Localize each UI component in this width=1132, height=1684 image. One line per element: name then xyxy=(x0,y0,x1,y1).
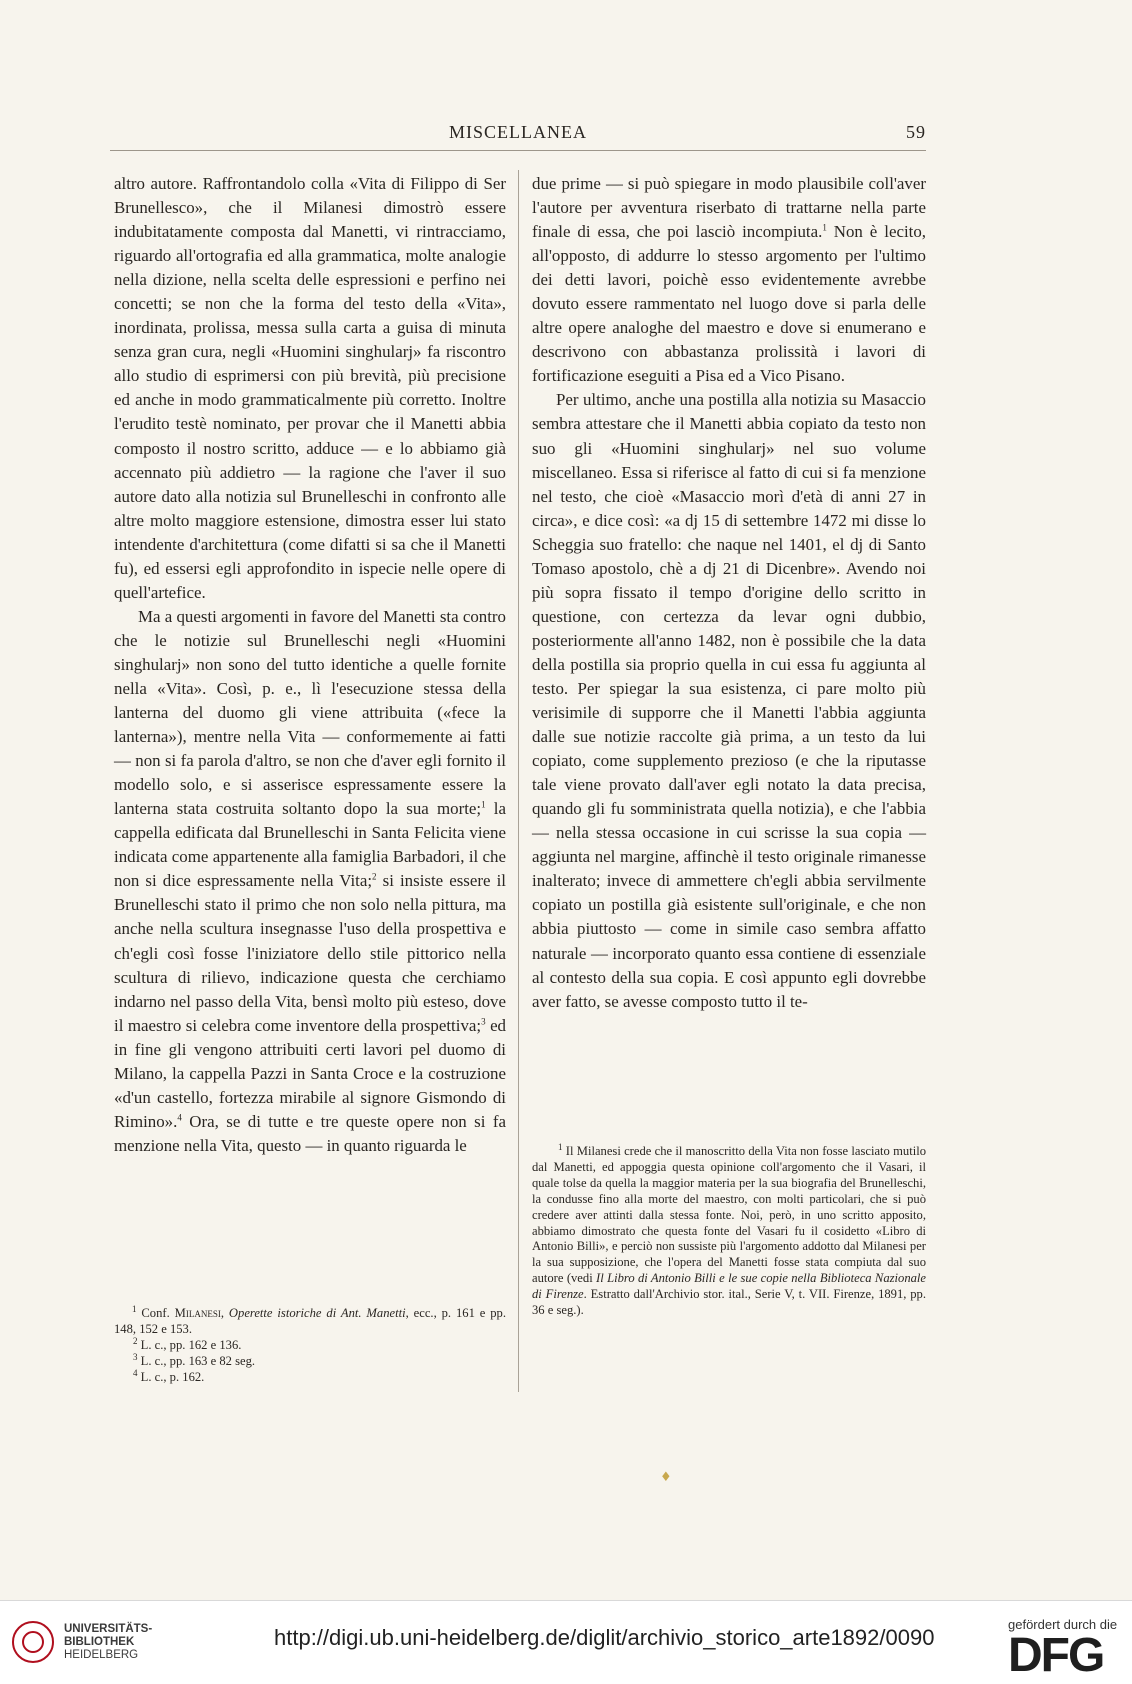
footnote-marker: 1 xyxy=(481,799,486,810)
page-number: 59 xyxy=(906,122,926,142)
library-logo-icon xyxy=(12,1621,54,1663)
footer-bar xyxy=(0,1600,1132,1684)
paragraph xyxy=(114,605,506,1158)
footnote-marker: 1 xyxy=(132,1303,137,1314)
footnote: $^1$ Conf. Milanesi, Operette istoriche di Ant. Manetti, ecc., p. 161 e pp. 148, 152 e 153. xyxy=(114,1303,507,1336)
funded-by-label: gefördert durch die xyxy=(1008,1617,1118,1632)
paragraph-text: ed in fine gli vengono attribuiti certi lavori pel duomo di Milano, la cappella Pazzi in Santa Croce e la costruzione «d'un castello, fortezza mirabile al signore Gismondo di Rimino». xyxy=(114,1015,507,1131)
footnote-marker: 3 xyxy=(481,1016,486,1027)
paragraph-text: si insiste essere il Brunelleschi stato il primo che non solo nella pittura, ma anche nella scultura insegnasse l'uso della prospettiva e ch'egli così fosse l'iniziatore dello stile pittorico nella scultura di rilievo, indicazione questa che cerchiamo indarno nel passo della Vita, bensì molto più esteso, dove il maestro si celebra come inventore della prospettiva; xyxy=(114,871,506,1035)
footnote-marker: 3 xyxy=(133,1351,138,1362)
right-column xyxy=(532,172,926,1014)
library-line: BIBLIOTHEK xyxy=(64,1636,135,1648)
work-title: Operette istoriche di Ant. Manetti xyxy=(228,1306,406,1320)
paragraph-text: Non è lecito, all'opposto, di addurre lo stesso argomento per l'ultimo dei detti lavori, poichè esso evidentemente avrebbe dovuto essere rammentato nel luogo dove si parla delle altre opere analoghe del maestro e dove si enumerano e descrivono con abbastanza prolissità i lavori di fortificazione eseguiti a Pisa ed a Vico Pisano. xyxy=(532,222,926,386)
footnote xyxy=(114,1351,506,1370)
paragraph-text: due prime — si può spiegare in modo plausibile coll'aver l'autore per avventura riserbato di trattarne nella parte finale di essa, che poi lasciò incompiuta. xyxy=(532,174,926,242)
left-column xyxy=(114,172,506,1158)
footnote-text: Il Milanesi crede che il manoscritto della Vita non fosse lasciato mutilo dal Manetti, ed appoggia questa opinione coll'argomento che il Vasari, il quale tolse da quella la maggior materia per la sua biografia del Brunelleschi, la condusse fino alla morte del maestro, con molti particolari, che si può credere aver attinti dalla stessa fonte. Noi, però, in uno scritto apposito, abbiamo dimostrato che questa fonte del Vasari fu il cosidetto «Libro di Antonio Billi», e perciò non sussiste più l'argomento addotto dal Milanesi per la sua supposizione, che l'opera del Manetti fosse stata compiuta dal suo autore (vedi xyxy=(532,1144,926,1286)
footnote-marker: 4 xyxy=(177,1112,182,1123)
footnote-marker: 2 xyxy=(133,1335,138,1346)
work-title: Il Libro di Antonio Billi e le sue copie nella Biblioteca Nazionale di Firenze xyxy=(532,1271,926,1302)
footnote-marker: 4 xyxy=(133,1367,138,1378)
library-line: HEIDELBERG xyxy=(64,1649,139,1661)
ornament-icon: ♦ xyxy=(660,1470,672,1485)
footnote-text: Conf. xyxy=(141,1306,175,1320)
footnote xyxy=(532,1141,926,1319)
paragraph xyxy=(532,388,926,1013)
paragraph-text: altro autore. Raffrontandolo colla «Vita di Filippo di Ser Brunellesco», che il Milanesi dimostrò essere indubitatamente composta dal Manetti, vi rintracciamo, riguardo all'ortografia ed alla grammatica, molte analogie nella dizione, nella scelta delle espressioni e perfino nei concetti; se non che la forma del testo della «Vita», inordinata, prolissa, messa sulla carta a guisa di minuta senza gran cura, negli «Huomini singhularj» fa riscontro allo studio di esprimersi con più brevità, più precisione ed anche in modo grammaticalmente più corretto. Inoltre l'erudito testè nominato, per provar che il Manetti abbia composto il nostro scritto, adduce — e lo abbiamo già accennato più addietro — la ragione che l'aver il suo autore dato alla notizia sul Brunelleschi in confronto alle altre molto maggiore estensione, dimostra esser lui stato intendente d'architettura (come difatti si sa che il Manetti fu), ed essersi egli approfondito in ispecie nelle opere di quell'artefice. xyxy=(114,174,506,602)
footnote-text: L. c., pp. 162 e 136. xyxy=(140,1337,242,1352)
left-footnotes xyxy=(114,1303,507,1386)
footnote-text: . Estratto dall'Archivio stor. ital., Serie V, t. VII. Firenze, 1891, pp. 36 e seg.). xyxy=(532,1287,926,1318)
footnote-text: L. c., pp. 163 e 82 seg. xyxy=(140,1353,256,1368)
paragraph-text: Ma a questi argomenti in favore del Manetti sta contro che le notizie sul Brunelleschi negli «Huomini singhularj» non sono del tutto identiche a quelle fornite nella «Vita». Così, p. e., lì l'esecuzione stessa della lanterna del duomo gli viene attribuita («fece la lanterna»), mentre nella Vita — conformemente ai fatti — non si fa parola d'altro, se non che d'aver egli fornito il modello solo, e si asserisce espressamente essere la lanterna stata costruita soltanto dopo la sua morte; xyxy=(114,606,506,819)
footnote xyxy=(114,1367,506,1386)
header-rule xyxy=(110,150,926,151)
footnote-marker: 2 xyxy=(372,871,377,882)
paragraph-text: la cappella edificata dal Brunelleschi in Santa Felicita viene indicata come appartenente alla famiglia Barbadori, il che non si dice espressamente nella Vita; xyxy=(114,799,507,891)
footnote-marker: 1 xyxy=(558,1141,563,1152)
library-line: UNIVERSITÄTS- xyxy=(64,1623,153,1635)
dfg-logo: DFG xyxy=(1008,1629,1104,1682)
paragraph-text: Per ultimo, anche una postilla alla notizia su Masaccio sembra attestare che il Manetti abbia copiato da testo non suo gli «Huomini singhularj» nel suo volume miscellaneo. Essa si riferisce al fatto di cui si fa menzione nel testo, che cioè «Masaccio morì d'età di anni 27 in circa», e dice così: «a dj 15 di settembre 1472 mi disse lo Scheggia suo fratello: che naque nel 1401, el dj di Santo Tomaso apostolo, chè a dj 21 di Dicenbre». Avendo noi più sopra fissato il tempo d'origine dello scritto in questione, con certezza da levar ogni dubbio, posteriormente all'anno 1482, non è possibile che la data della postilla sia proprio quella in cui essa fu aggiunta al testo. Per spiegar la sua esistenza, ci pare molto più verisimile di supporre che il Manetti l'abbia aggiunta dalle sue notizie raccolte già prima, a un testo da lui copiato, come supplemento prezioso (e che la riputasse tale viene provato dall'aver egli notato la data precisa, quando gli fu somministrata quella notizia), e che l'abbia — nella stessa occasione in cui scrisse la sua copia — aggiunta nel margine, affinchè il testo originale rimanesse inalterato; invece di ammettere ch'egli abbia servilmente copiato un postilla già esistente sull'originale, e che non abbia piuttosto — come in simile caso sembra affatto naturale — incorporato quanto essa contiene di essenziale al contesto della sua copia. E così appunto egli dovrebbe aver fatto, se avesse composto tutto il te- xyxy=(532,390,926,1011)
paragraph xyxy=(114,172,506,605)
permalink-link[interactable]: http://digi.ub.uni-heidelberg.de/diglit/archivio_storico_arte1892/0090 xyxy=(274,1625,935,1650)
paragraph-text: Ora, se di tutte e tre queste opere non si fa menzione nella Vita, questo — in quanto riguarda le xyxy=(114,1111,506,1155)
author-name: Milanesi xyxy=(174,1306,221,1320)
running-title: MISCELLANEA xyxy=(449,122,587,142)
footnote-marker: 1 xyxy=(822,222,827,233)
paragraph xyxy=(532,172,926,388)
right-footnotes xyxy=(532,1141,926,1319)
footnote-text: , ecc., p. 161 e pp. 148, 152 e 153. xyxy=(114,1306,507,1336)
footnote-text: L. c., p. 162. xyxy=(140,1369,205,1384)
footnote xyxy=(114,1335,506,1354)
library-name xyxy=(64,1623,152,1662)
column-divider xyxy=(518,170,519,1392)
